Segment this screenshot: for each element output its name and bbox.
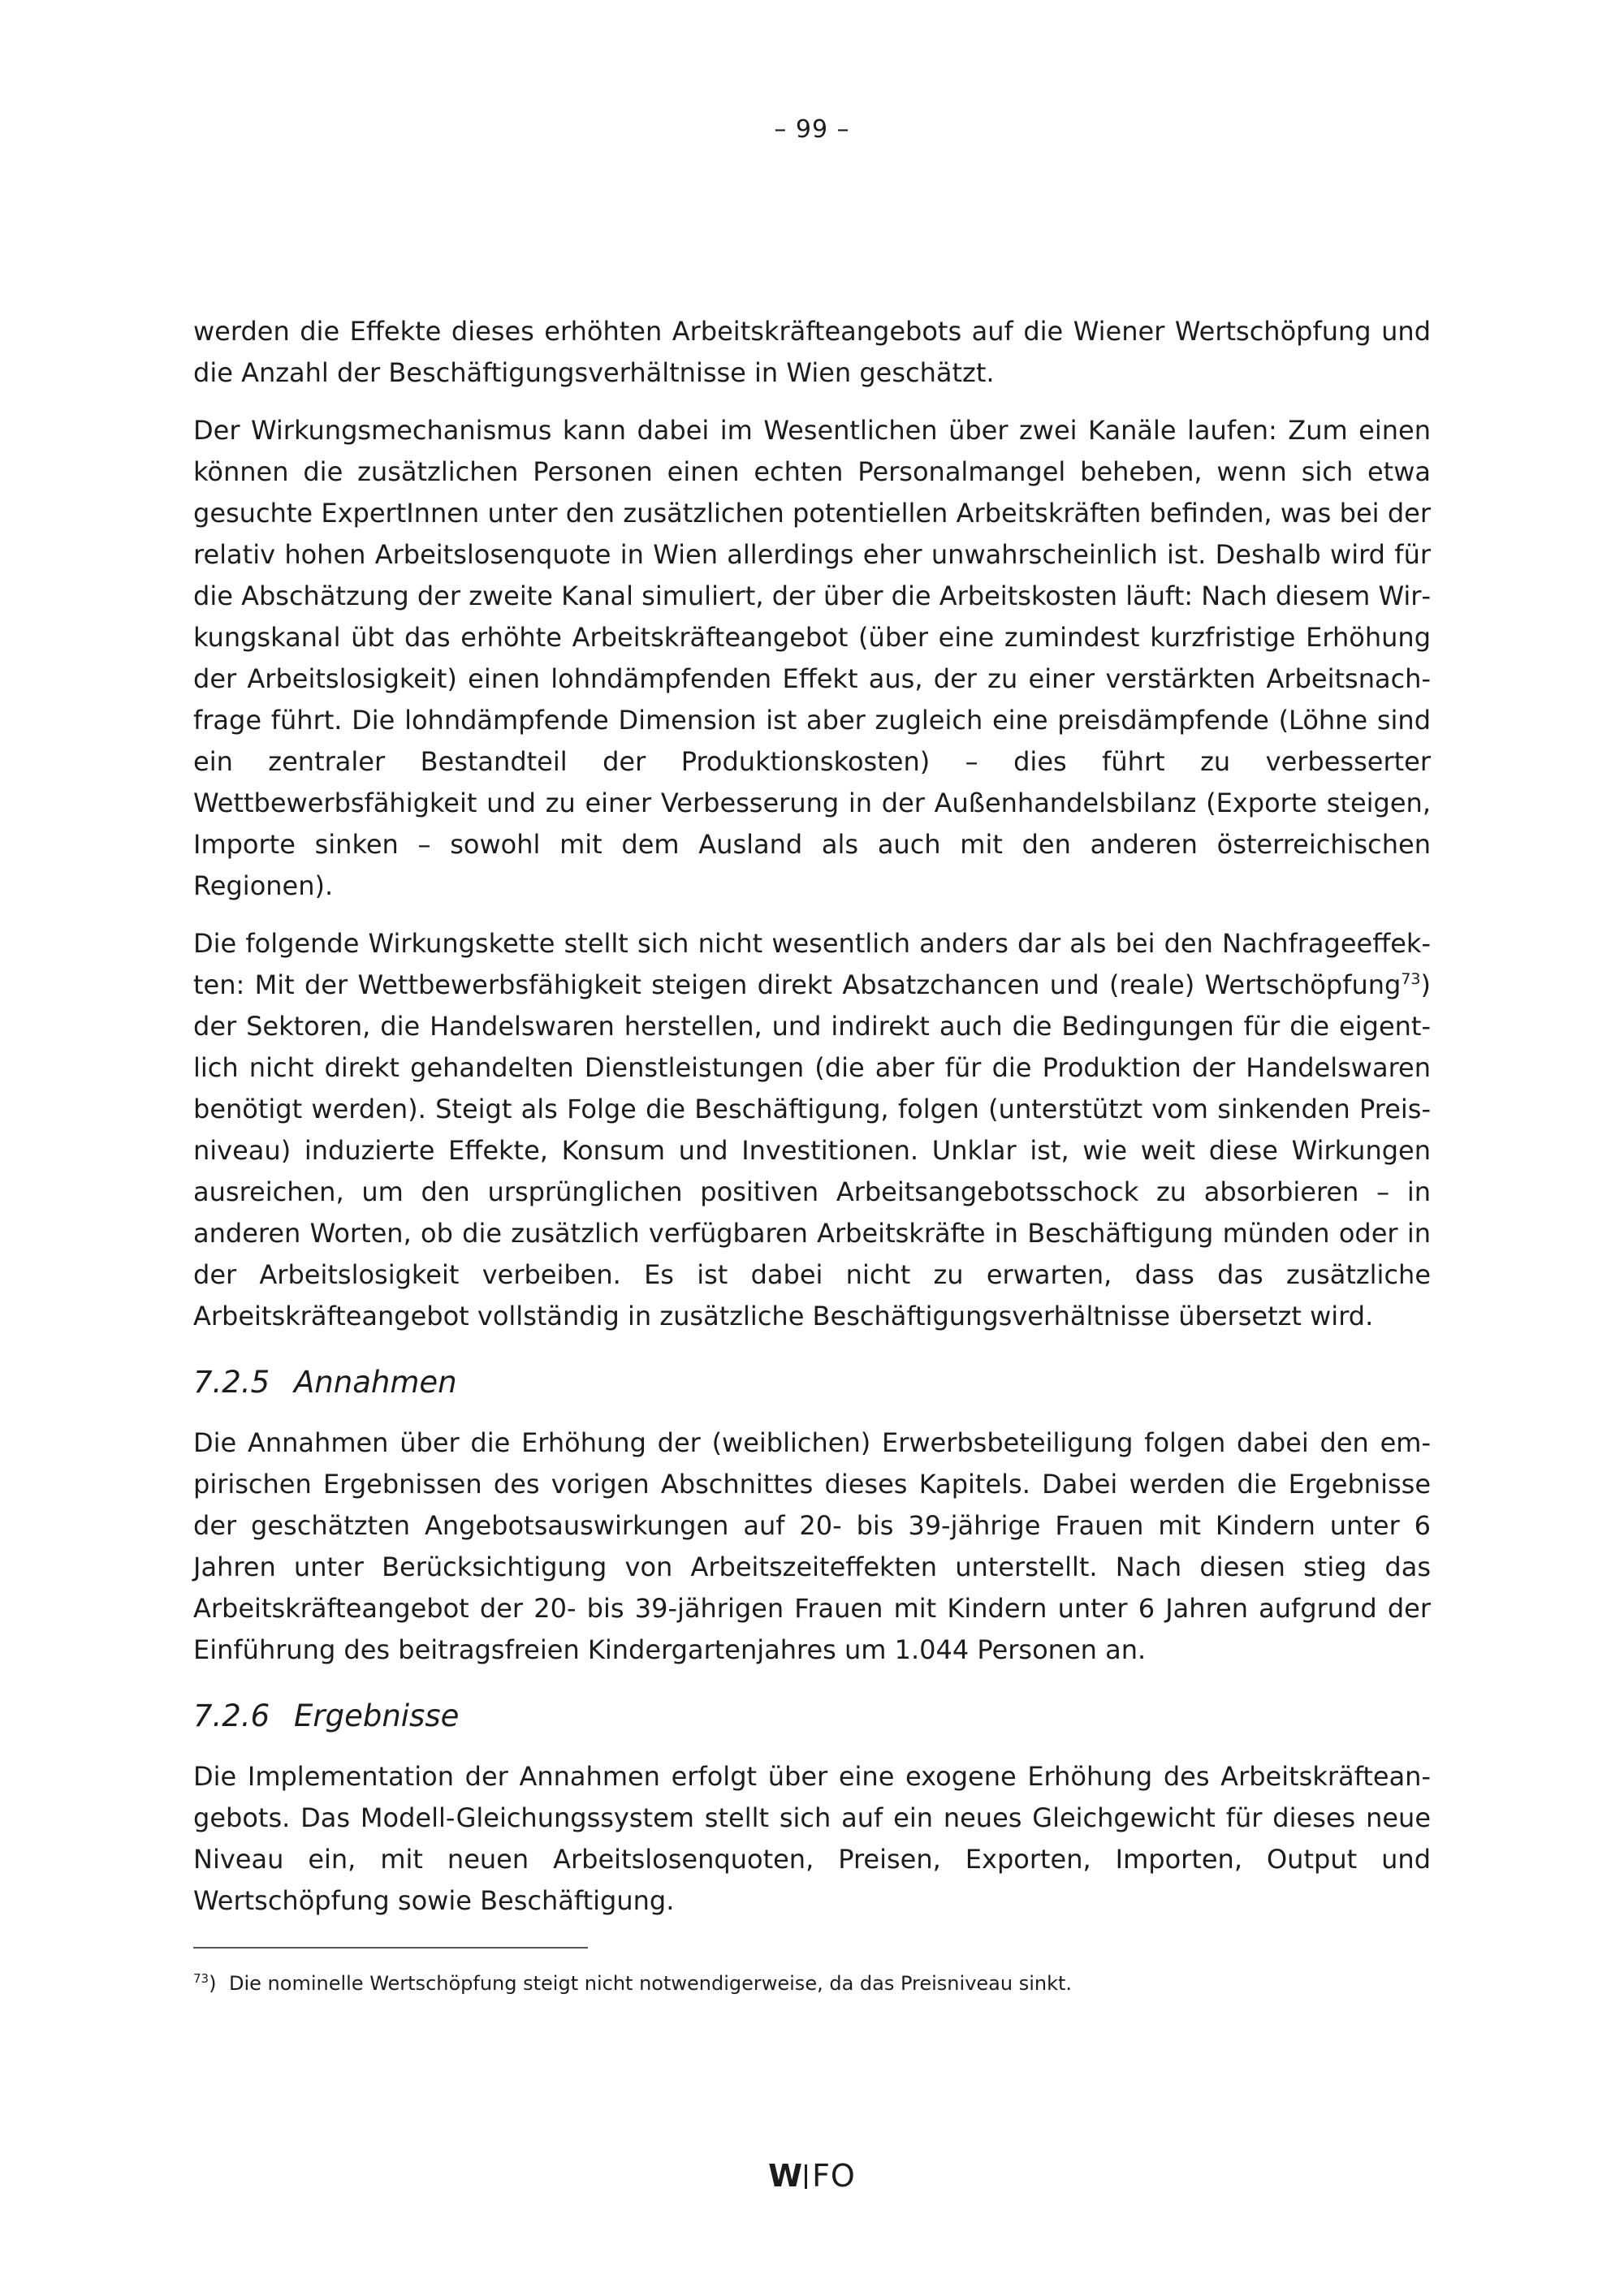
footnote-separator [193, 1947, 588, 1949]
logo-bar [805, 2164, 807, 2189]
paragraph-4: Die Annahmen über die Erhöhung der (weiblichen) Erwerbsbeteiligung folgen dabei den empirischen Ergebnissen des vorigen Abschnittes dieses Kapitels. Dabei werden die Ergebnisse der geschätzten Angebotsauswirkungen auf 20- bis 39-jährige Frauen mit Kindern unter 6 Jahren unter Berücksichtigung von Arbeitszeiteffekten unterstellt. Nach diesen stieg das Arbeitskräfteangebot der 20- bis 39-jährigen Frauen mit Kindern unter 6 Jahren aufgrund der Einführung des beitragsfreien Kindergartenjahres um 1.044 Personen an. [193, 1427, 1431, 1665]
paragraph-3-text-b: ) der Sektoren, die Handelswaren herstellen, und indirekt auch die Bedingungen für die eigentlich nicht direkt gehandelten Dienstleistungen (die aber für die Produktion der Handelswaren benötigt werden). Steigt als Folge die Beschäftigung, folgen (unterstützt vom sinkenden Preisniveau) induzierte Effekte, Konsum und Investitionen. Unklar ist, wie weit diese Wirkungen ausreichen, um den ursprünglichen positiven Arbeitsangebotsschock zu absorbieren – in anderen Worten, ob die zusätzlich verfügbaren Arbeitskräfte in Beschäftigung münden oder in der Arbeitslosigkeit verbeiben. Es ist dabei nicht zu erwarten, dass das zusätzliche Arbeitskräfteangebot vollständig in zusätzliche Beschäftigungsverhältnisse übersetzt wird. [193, 969, 1431, 1331]
footnote-marker [193, 1970, 229, 1997]
footnote-73 [193, 1970, 1431, 1997]
section-title: Annahmen [294, 1365, 457, 1400]
page-number: – 99 – [774, 115, 850, 144]
section-number: 7.2.5 [193, 1365, 270, 1400]
paragraph-3 [193, 923, 1431, 1337]
paragraph-5: Die Implementation der Annahmen erfolgt über eine exogene Erhöhung des Arbeitskräfteangebots. Das Modell-Gleichungssystem stellt sich auf ein neues Gleichgewicht für dieses neue Niveau ein, mit neuen Arbeitslosenquoten, Preisen, Exporten, Importen, Output und Wertschöpfung sowie Beschäftigung. [193, 1761, 1431, 1916]
section-heading-ergebnisse [193, 1695, 1431, 1737]
footnote-marker-paren: ) [209, 1972, 217, 1995]
body-text [193, 311, 1431, 1938]
footnote-text: Die nominelle Wertschöpfung steigt nicht notwendigerweise, da das Preisniveau sinkt. [229, 1972, 1073, 1995]
logo-letter-w: W [768, 2158, 804, 2194]
paragraph-1: werden die Effekte dieses erhöhten Arbeitskräfteangebots auf die Wiener Wertschöpfung und die Anzahl der Beschäftigungsverhältnisse in Wien geschätzt. [193, 316, 1431, 388]
section-title: Ergebnisse [294, 1698, 460, 1733]
footnote-reference-73[interactable]: 73 [1401, 970, 1421, 988]
paragraph-2: Der Wirkungsmechanismus kann dabei im Wesentlichen über zwei Kanäle laufen: Zum einen können die zusätzlichen Personen einen echten Personalmangel beheben, wenn sich etwa gesuchte ExpertInnen unter den zusätzlichen potentiellen Arbeitskräften befinden, was bei der relativ hohen Arbeitslosenquote in Wien allerdings eher unwahrscheinlich ist. Deshalb wird für die Abschätzung der zweite Kanal simuliert, der über die Arbeitskosten läuft: Nach diesem Wirkungskanal übt das erhöhte Arbeitskräfteangebot (über eine zumindest kurzfristige Erhöhung der Arbeitslosigkeit) einen lohndämpfenden Effekt aus, der zu einer verstärkten Arbeitsnachfrage führt. Die lohndämpfende Dimension ist aber zugleich eine preisdämpfende (Löhne sind ein zentraler Bestandteil der Produktionskosten) – dies führt zu verbesserter Wettbewerbsfähigkeit und zu einer Verbesserung in der Außenhandelsbilanz (Exporte steigen, Importe sinken – sowohl mit dem Ausland als auch mit den anderen österreichischen Regionen). [193, 415, 1431, 901]
section-heading-annahmen [193, 1362, 1431, 1403]
logo-letters-fo: FO [812, 2158, 856, 2194]
paragraph-3-text-a: Die folgende Wirkungskette stellt sich nicht wesentlich anders dar als bei den Nachfrageeffekten: Mit der Wettbewerbsfähigkeit steigen direkt Absatzchancen und (reale) Wertschöpfung [193, 928, 1431, 1000]
footnote-number: 73 [193, 1971, 209, 1986]
wifo-logo [0, 2158, 1624, 2194]
section-number: 7.2.6 [193, 1698, 270, 1733]
